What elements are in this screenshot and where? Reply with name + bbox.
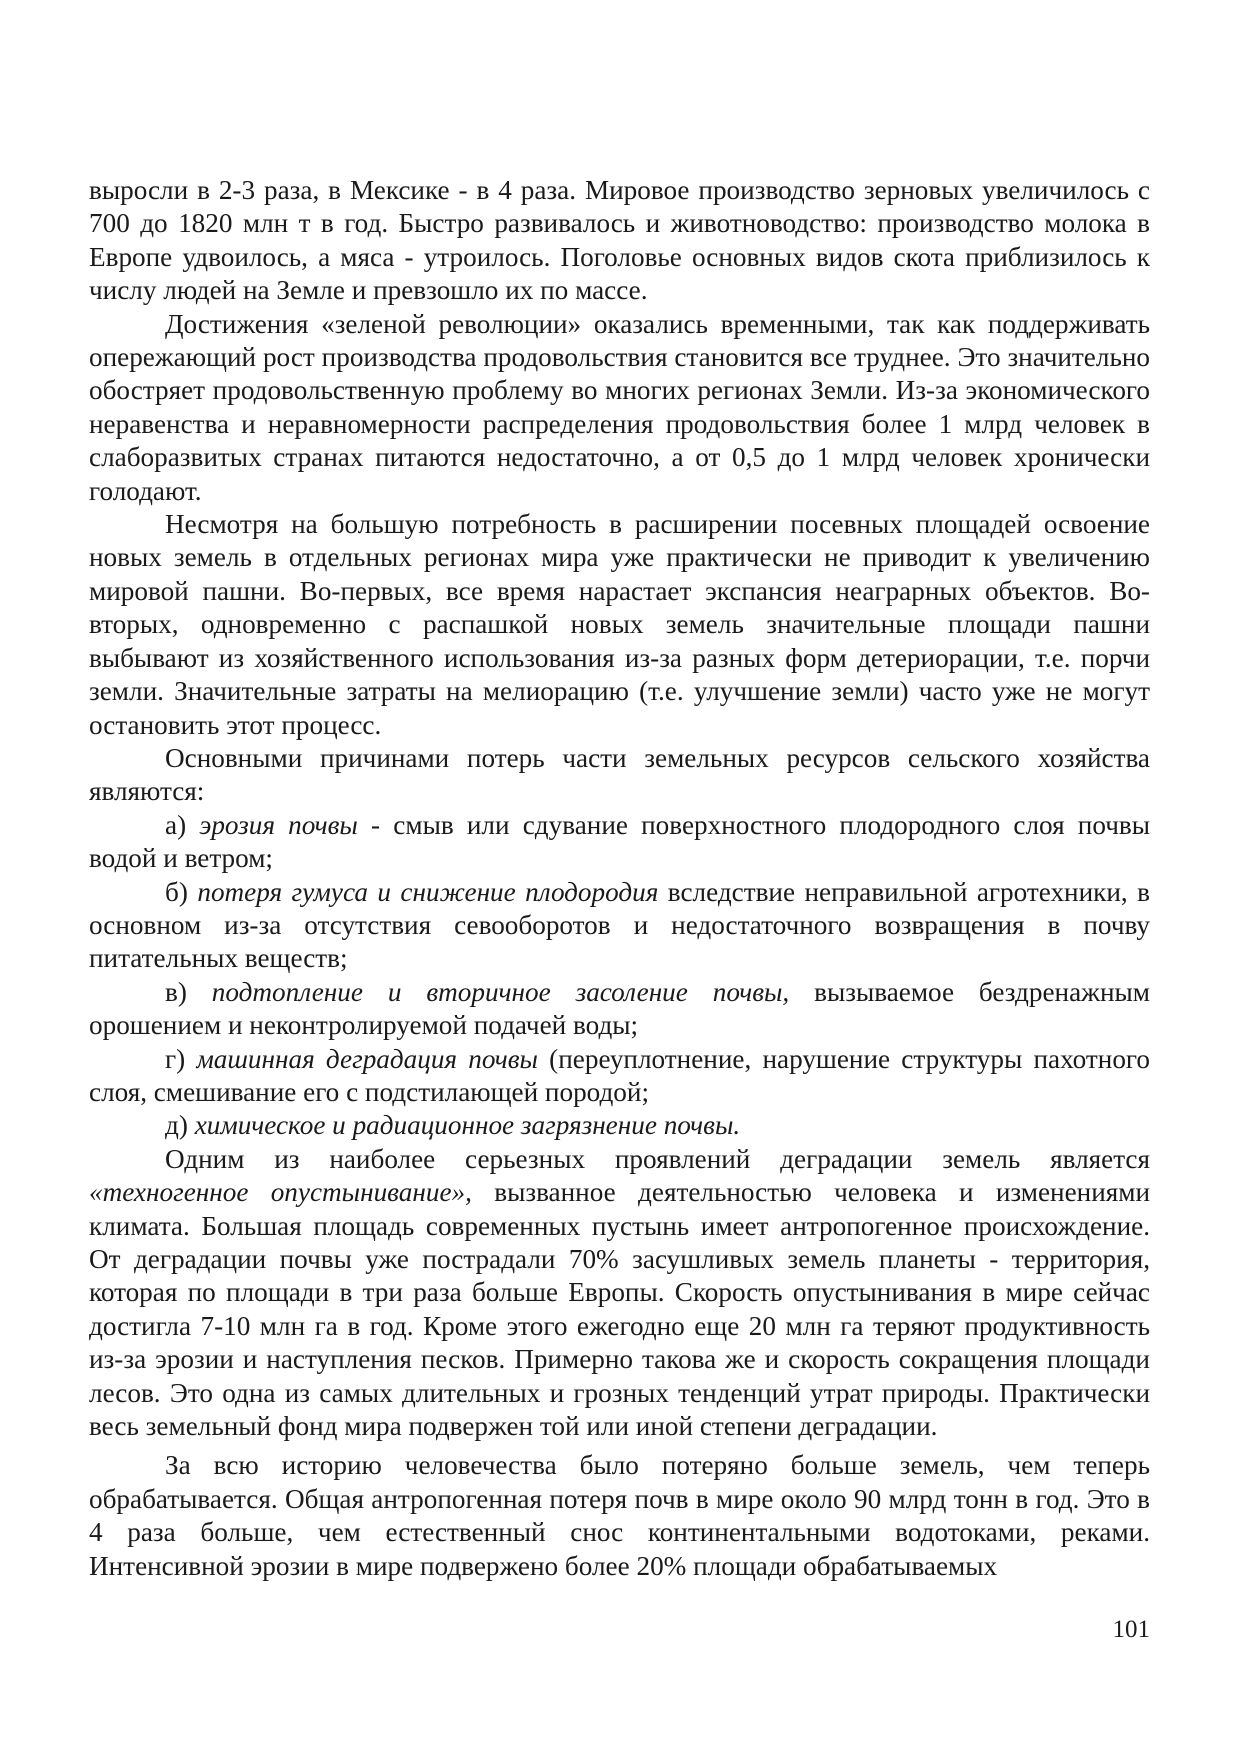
paragraph-causes-intro: Основными причинами потерь части земельных ресурсов сельского хозяйства являются: <box>89 742 1150 807</box>
page-number: 101 <box>1112 1616 1150 1643</box>
paragraph-rest: вызванное деятельностью человека и изменениями климата. Большая площадь современных пустынь имеет антропогенное происхождение. От деградации почвы уже пострадали 70% засушливых земель планеты - территория, которая по площади в три раза больше Европы. Скорость опустынивания в мире сейчас достигла 7-10 млн га в год. Кроме этого ежегодно еще 20 млн га теряют продуктивность из-за эрозии и наступления песков. Примерно такова же и скорость сокращения площади лесов. Это одна из самых длительных и грозных тенденций утрат природы. Практически весь земельный фонд мира подвержен той или иной степени деградации. <box>89 1177 1151 1442</box>
list-item-pollution <box>89 1109 1150 1142</box>
list-marker: а) <box>165 809 200 840</box>
list-term: эрозия почвы <box>199 809 358 840</box>
paragraph-lead: Одним из наиболее серьезных проявлений деградации земель является <box>165 1143 1150 1174</box>
list-text: вследствие неправильной агротехники, в основном из-за отсутствия севооборотов и недостаточного возвращения в почву питательных веществ; <box>89 876 1150 974</box>
list-item-humus-loss <box>89 876 1150 976</box>
list-term: подтопление и вторичное засоление почвы, <box>211 976 790 1007</box>
list-text: - смыв или сдувание поверхностного плодородного слоя почвы водой и ветром; <box>89 809 1151 874</box>
list-item-machine-degradation <box>89 1043 1150 1110</box>
document-body <box>89 174 1150 1583</box>
list-item-erosion <box>89 809 1150 876</box>
paragraph-new-lands: Несмотря на большую потребность в расширении посевных площадей освоение новых земель в отдельных регионах мира уже практически не приводит к увеличению мировой пашни. Во-первых, все время нарастает экспансия неаграрных объектов. Во-вторых, одновременно с распашкой новых земель значительные площади пашни выбывают из хозяйственного использования из-за разных форм детериорации, т.е. порчи земли. Значительные затраты на мелиорацию (т.е. улучшение земли) часто уже не могут остановить этот процесс. <box>89 509 1150 740</box>
paragraph-desertification <box>89 1143 1150 1444</box>
list-marker: г) <box>165 1043 197 1074</box>
list-term: химическое и радиационное загрязнение почвы. <box>194 1110 741 1141</box>
list-marker: б) <box>165 876 198 907</box>
paragraph-green-revolution: Достижения «зеленой революции» оказались временными, так как поддерживать опережающий рост производства продовольствия становится все труднее. Это значительно обостряет продовольственную проблему во многих регионах Земли. Из-за экономического неравенства и неравномерности распределения продовольствия более 1 млрд человек в слаборазвитых странах питаются недостаточно, а от 0,5 до 1 млрд человек хронически голодают. <box>89 308 1150 506</box>
list-item-salinization <box>89 976 1150 1043</box>
paragraph-term: «техногенное опустынивание», <box>89 1177 472 1208</box>
list-marker: в) <box>165 976 212 1007</box>
paragraph-soil-loss: За всю историю человечества было потеряно больше земель, чем теперь обрабатывается. Общая антропогенная потеря почв в мире около 90 млрд тонн в год. Это в 4 раза больше, чем естественный снос континентальными водотоками, реками. Интенсивной эрозии в мире подвержено более 20% площади обрабатываемых <box>89 1450 1150 1581</box>
list-term: машинная деградация почвы <box>196 1043 538 1074</box>
list-marker: д) <box>165 1110 195 1141</box>
list-term: потеря гумуса и снижение плодородия <box>197 876 659 907</box>
list-text: (переуплотнение, нарушение структуры пахотного слоя, смешивание его с подстилающей породой; <box>89 1043 1150 1107</box>
list-text: вызываемое бездренажным орошением и неконтролируемой подачей воды; <box>89 976 1150 1041</box>
paragraph-continuation: выросли в 2-3 раза, в Мексике - в 4 раза. Мировое производство зерновых увеличилось с 700 до 1820 млн т в год. Быстро развивалось и животноводство: производство молока в Европе удвоилось, а мяса - утроилось. Поголовье основных видов скота приблизилось к числу людей на Земле и превзошло их по массе. <box>89 175 1150 306</box>
